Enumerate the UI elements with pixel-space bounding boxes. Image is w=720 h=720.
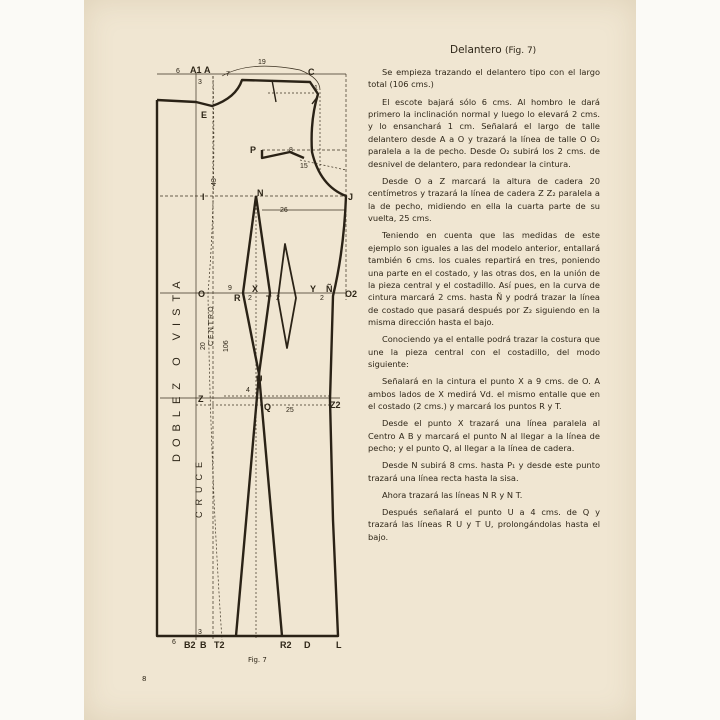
label-a: A [204,65,211,75]
page-title [450,44,536,56]
measure-neck-b: 3 [198,79,202,86]
label-j: J [348,192,354,202]
label-a1: A1 [190,65,202,75]
paragraph-3: Desde O a Z marcará la altura de cadera 20 centímetros y trazará la línea de cadera Z Z₂ paralela a la de pecho, midiendo en ella la cuarta parte de su vuelta, 25 cms. [368,175,600,224]
paragraph-2: El escote bajará sólo 6 cms. Al hombro le dará primero la inclinación normal y luego lo elevará 2 cms. y lo ensanchará 1 cm. Señalará el largo de talle delantero desde A a O y trazará la línea de talle O O₂ paralela a la de pecho. Desde O₂ subirá los 2 cms. de desnivel de delantero, para redondear la cintura. [368,96,600,169]
measure-sisa: 15 [300,163,308,170]
label-nn: Ñ [326,284,333,294]
label-center: CENTRO [208,304,215,346]
label-b2: B2 [184,640,196,650]
label-e: E [201,110,208,120]
label-r2: R2 [280,640,292,650]
measure-hip-height: 20 [200,342,207,350]
label-b: B [200,640,207,650]
label-t: T [266,294,272,304]
measure-shoulder: 1 [314,85,318,92]
measure-dart-1: 2 [276,295,280,302]
label-cross: CRUCE [194,455,204,518]
label-n: N [257,188,264,198]
body-text [368,66,600,548]
label-x: X [252,284,259,294]
measure-length: 106 [223,340,230,352]
paragraph-8: Desde N subirá 8 cms. hasta P₁ y desde este punto trazará una línea recta hasta la sisa. [368,460,600,483]
title-fig-ref: (Fig. 7) [504,46,537,56]
measure-bottom-a: 6 [172,639,176,646]
label-d: D [304,640,311,650]
label-z2: Z2 [330,400,341,410]
page-number: 8 [142,675,147,683]
label-c: C [308,67,315,77]
measure-dart-2: 2 [320,295,324,302]
label-q: Q [264,402,272,412]
label-o2: O2 [345,289,358,299]
label-fold: DOBLEZ O VISTA [171,274,183,462]
title-text: Delantero [450,44,502,56]
measure-top-a: 6 [176,68,180,75]
measure-waist-left: 9 [228,285,232,292]
label-z: Z [198,394,204,404]
measure-p1: 8 [289,147,293,154]
label-p: P [250,145,257,155]
measure-u: 4 [246,387,250,394]
paragraph-7: Desde el punto X trazará una línea paralela al Centro A B y marcará el punto N al llegar a la línea de pecho; y el punto Q, al llegar a la línea de cadera. [368,418,600,454]
label-u: U [256,374,263,384]
label-t2: T2 [214,640,225,650]
measure-chest: 26 [280,207,288,214]
paragraph-10: Después señalará el punto U a 4 cms. de Q y trazará las líneas R U y T U, prolongándolas hasta el bajo. [368,506,600,542]
label-l: L [336,640,342,650]
label-o: O [198,289,206,299]
measure-waist-right: 2 [248,295,252,302]
measure-hip: 25 [286,407,294,414]
paragraph-4: Teniendo en cuenta que las medidas de este ejemplo son iguales a las del modelo anterior, entallará también 6 cms. los cuales repartirá en tres, poniendo una parte en el costado, y las otras dos, en la unión de la pieza central y el costadillo. Así pues, en la curva de cintura marcará 2 cms. hasta Ñ y podrá trazar la línea de costado que pasará después por Z₂ siguiendo en la misma dirección hasta el bajo. [368,230,600,328]
paragraph-6: Señalará en la cintura el punto X a 9 cms. de O. A ambos lados de X medirá Vd. el mismo entalle que en el costado (2 cms.) y marcará los puntos R y T. [368,376,600,412]
label-r: R [234,293,241,303]
label-y: Y [310,284,317,294]
measure-height: 43 [211,178,218,186]
paragraph-1: Se empieza trazando el delantero tipo con el largo total (106 cms.) [368,67,600,90]
label-i: I [202,192,205,202]
measure-bottom-b: 3 [198,629,202,636]
figure-caption: Fig. 7 [248,656,267,664]
paragraph-9: Ahora trazará las líneas N R y N T. [382,489,523,500]
paragraph-5: Conociendo ya el entalle podrá trazar la costura que une la pieza central con el costadillo, del modo siguiente: [368,334,600,370]
measure-neck-a: 7 [226,71,230,78]
measure-top: 19 [258,59,266,66]
